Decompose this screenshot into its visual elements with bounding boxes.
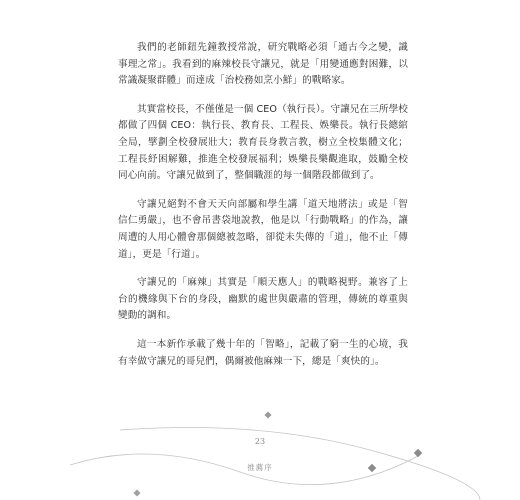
paragraph-1: 我們的老師鈕先鐘教授常說，研究戰略必須「通古今之變，識事理之常」。我看到的麻辣校長守讓兄，就是「用變通應對困難，以常識凝聚群體」而達成「治校務如烹小鮮」的戰略家。 (118, 42, 408, 87)
body-text (118, 40, 408, 382)
paragraph-2: 其實當校長，不僅僅是一個 CEO（執行長）。守讓兄在三所學校都做了四個 CEO：執行長、教育長、工程長、娛樂長。執行長總綰全局，擘劃全校發展壯大；教育長身教言教，樹立全校集體文化；工程長紓困解難，推進全校發展福利；娛樂長樂觀進取，鼓勵全校同心向前。守讓兄做到了，整個職涯的每一個階段都做到了。 (118, 103, 408, 182)
diamond-icon (133, 489, 140, 496)
diamond-icon (264, 411, 271, 418)
paragraph-3: 守讓兄絕對不會天天向部屬和學生講「道天地將法」或是「智信仁勇嚴」，也不會吊書袋地說教，他是以「行動戰略」的作為，讓周遭的人用心體會那個總被忽略，卻從未失傳的「道」，他不止「傳道」，更是「行道」。 (118, 198, 408, 260)
diamond-icon (414, 449, 422, 457)
paragraph-4: 守讓兄的「麻辣」其實是「順天應人」的戰略視野。兼容了上台的機緣與下台的身段，幽默的處世與嚴肅的管理，傳統的尊重與變動的調和。 (118, 277, 408, 322)
footer-decoration (0, 400, 520, 500)
paragraph-5: 這一本新作承載了幾十年的「智略」，記載了窮一生的心境，我有幸做守讓兄的哥兒們，偶爾被他麻辣一下，總是「爽快的」。 (118, 338, 408, 367)
page-number: 23 (254, 437, 266, 446)
section-label: 推薦序 (247, 463, 273, 472)
